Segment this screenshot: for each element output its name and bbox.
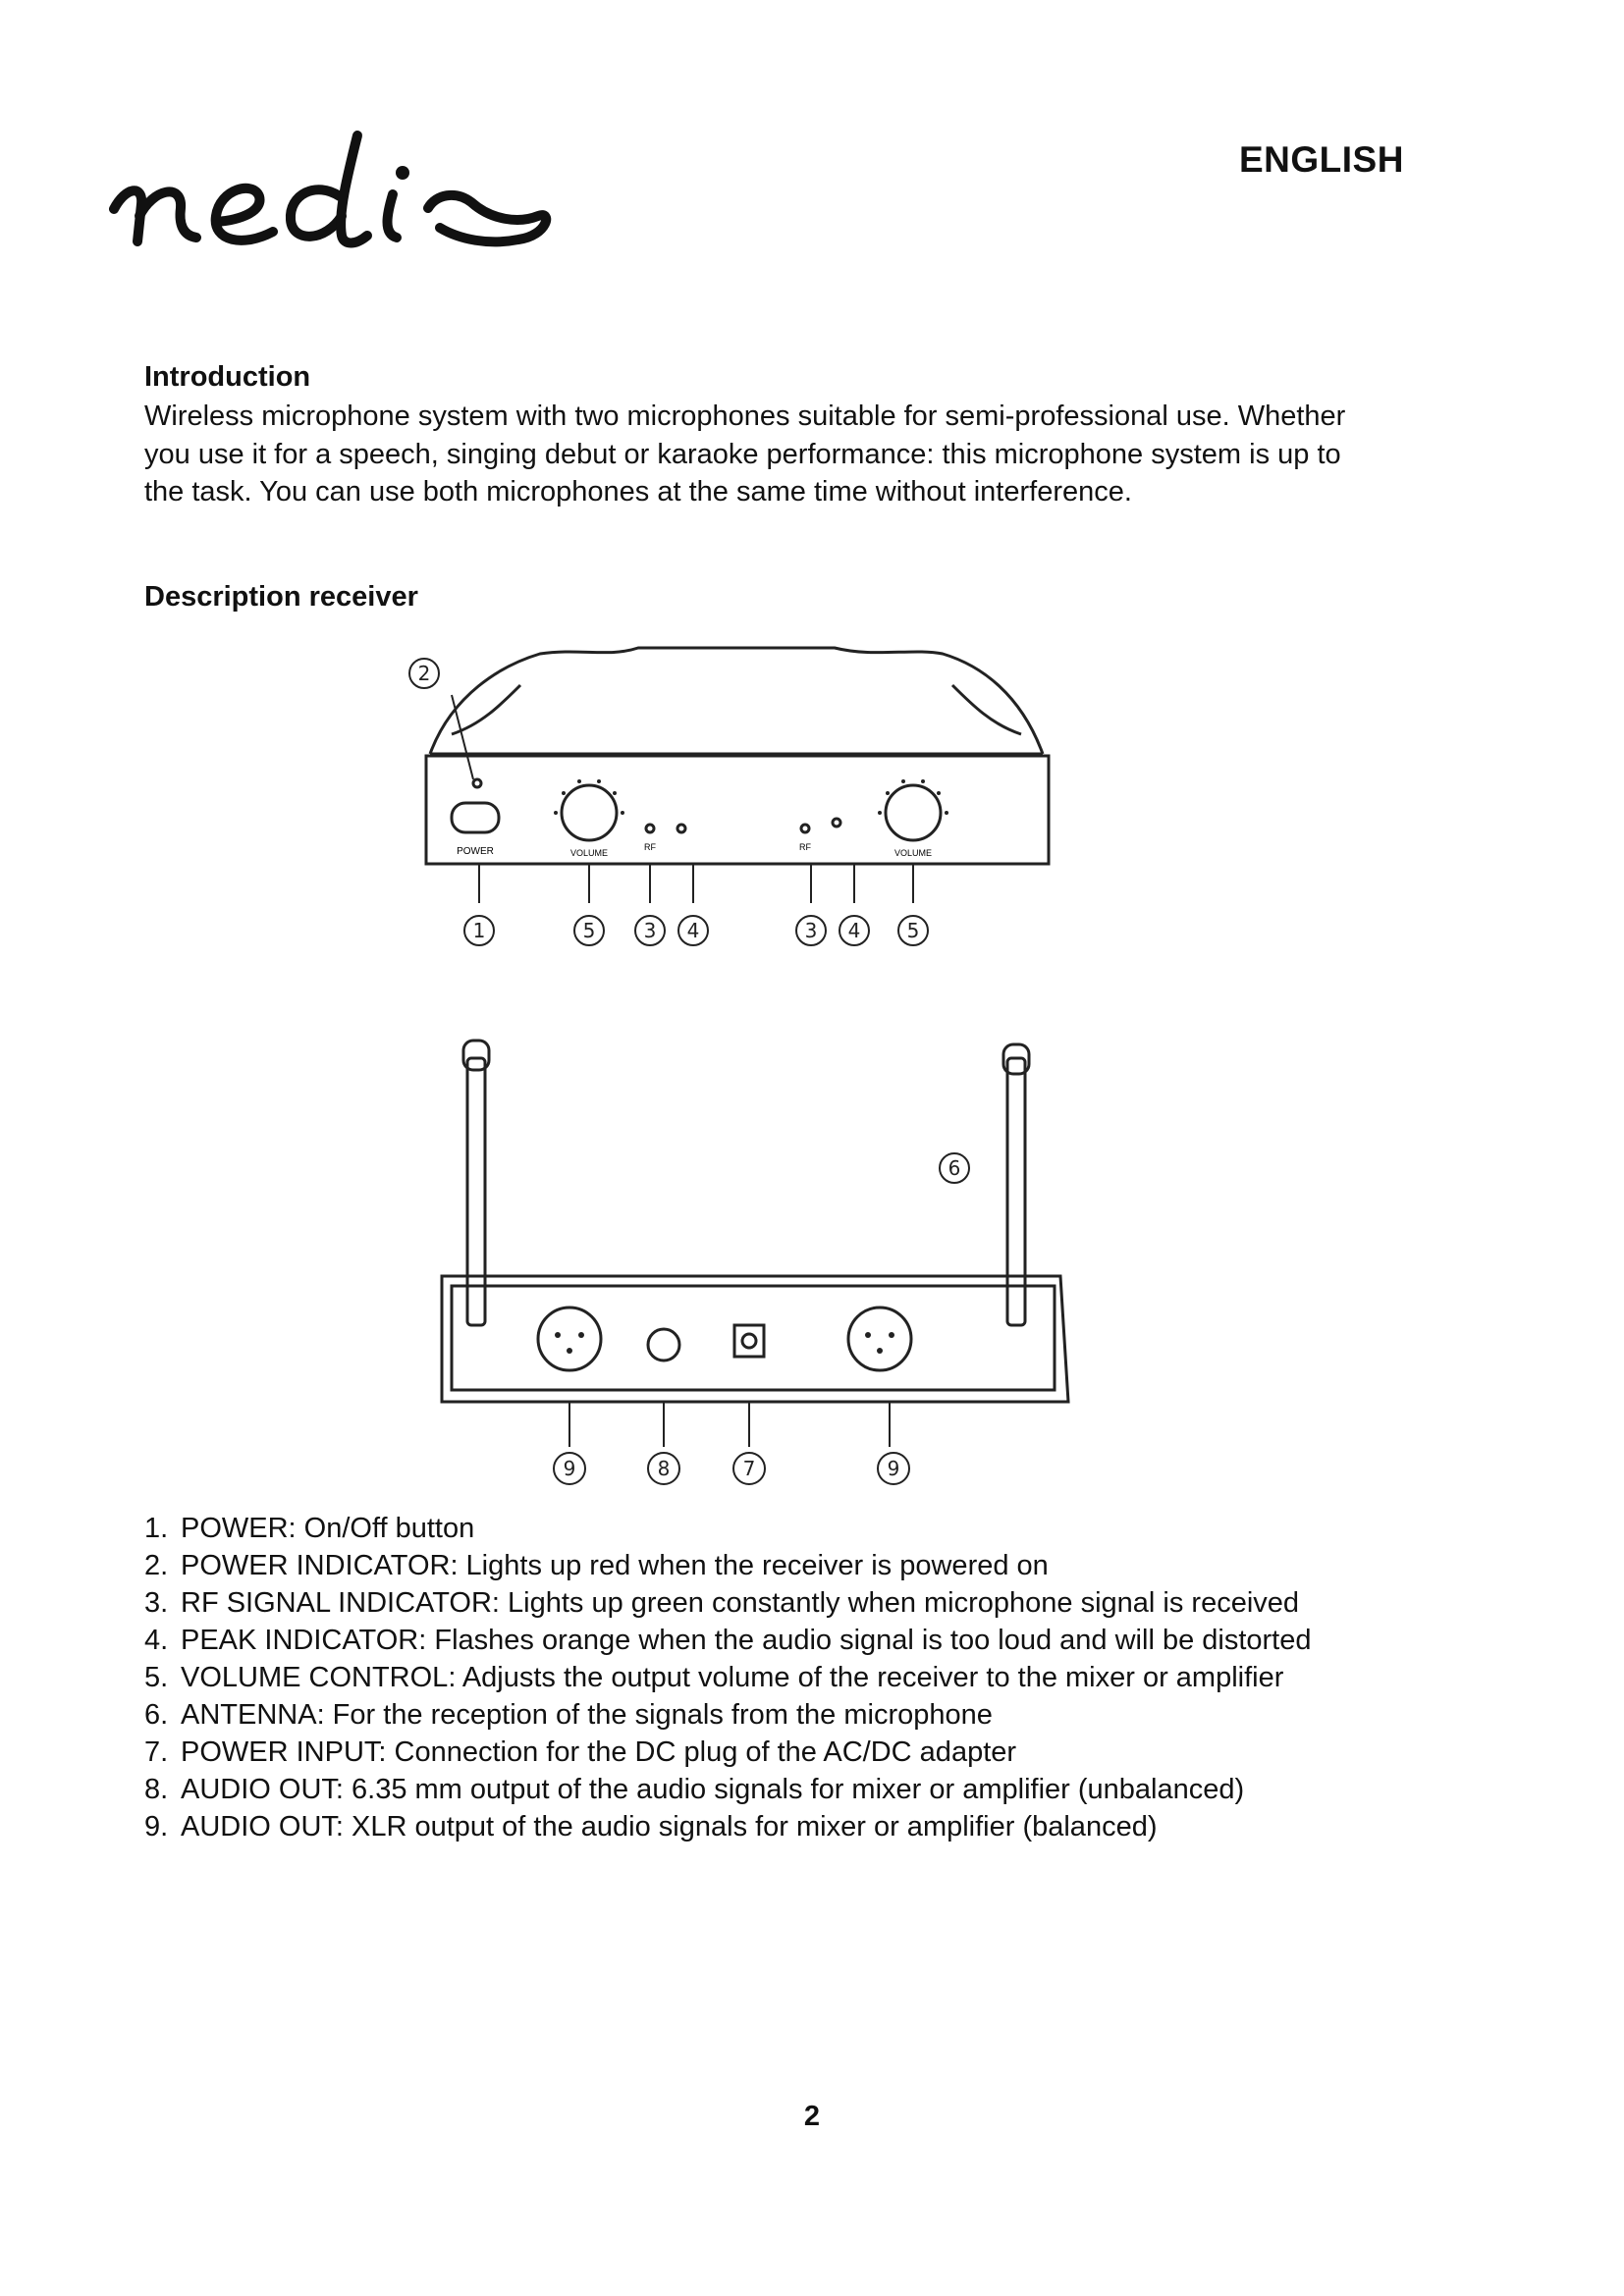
nedis-logo <box>106 126 597 273</box>
description-list <box>144 1510 1312 1845</box>
callout-8: 8 <box>657 1457 671 1480</box>
callout-9-right: 9 <box>887 1457 900 1480</box>
callout-4-left: 4 <box>686 919 700 942</box>
callout-7: 7 <box>742 1457 756 1480</box>
introduction-text: Wireless microphone system with two microphones suitable for semi-professional use. Whether you use it for a speech, singing debut or karaoke performance: this microphone system is up to the task. You can use both microphones at the same time without interference. <box>144 400 1346 507</box>
list-item: 1. POWER: On/Off button <box>144 1513 475 1544</box>
language-label: ENGLISH <box>1239 139 1404 180</box>
callout-5-left: 5 <box>582 919 596 942</box>
list-item: 8. AUDIO OUT: 6.35 mm output of the audio signals for mixer or amplifier (unbalanced) <box>144 1774 1245 1805</box>
list-item: 6. ANTENNA: For the reception of the signals from the microphone <box>144 1699 993 1731</box>
list-item: 7. POWER INPUT: Connection for the DC plug of the AC/DC adapter <box>144 1736 1017 1768</box>
rf-panel-label-right: RF <box>799 842 811 852</box>
receiver-rear-diagram <box>422 1029 1080 1500</box>
description-heading: Description receiver <box>144 581 418 613</box>
list-item: 9. AUDIO OUT: XLR output of the audio signals for mixer or amplifier (balanced) <box>144 1811 1158 1842</box>
page-number: 2 <box>803 2101 821 2132</box>
callout-1: 1 <box>472 919 486 942</box>
volume-panel-label-left: VOLUME <box>569 848 609 858</box>
list-item: 4. PEAK INDICATOR: Flashes orange when the audio signal is too loud and will be distorted <box>144 1625 1312 1656</box>
callout-9-left: 9 <box>563 1457 576 1480</box>
list-item: 5. VOLUME CONTROL: Adjusts the output volume of the receiver to the mixer or amplifier <box>144 1662 1284 1693</box>
callout-5-right: 5 <box>906 919 920 942</box>
volume-panel-label-right: VOLUME <box>893 848 933 858</box>
list-item: 2. POWER INDICATOR: Lights up red when the receiver is powered on <box>144 1550 1049 1581</box>
receiver-front-diagram <box>383 636 1090 970</box>
callout-6: 6 <box>947 1156 961 1180</box>
rf-panel-label-left: RF <box>644 842 656 852</box>
callout-3-right: 3 <box>804 919 818 942</box>
callout-4-right: 4 <box>847 919 861 942</box>
list-item: 3. RF SIGNAL INDICATOR: Lights up green constantly when microphone signal is received <box>144 1587 1300 1619</box>
introduction-heading: Introduction <box>144 361 311 393</box>
power-panel-label: POWER <box>457 846 494 857</box>
callout-2: 2 <box>417 662 431 685</box>
callout-3-left: 3 <box>643 919 657 942</box>
